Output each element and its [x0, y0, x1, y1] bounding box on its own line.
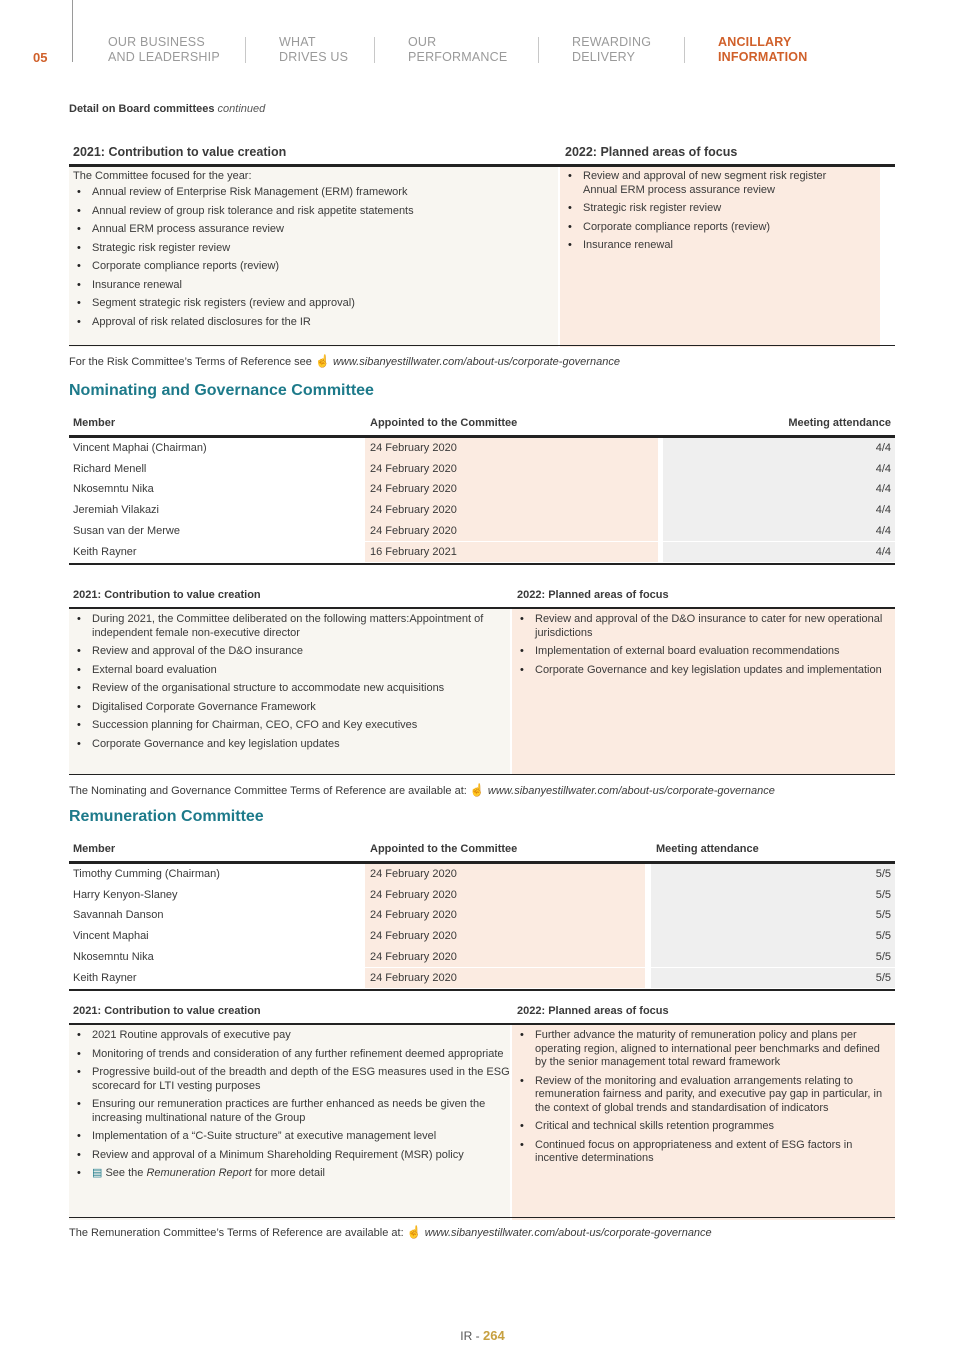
list-item: • Annual ERM process assurance review: [69, 223, 558, 237]
list-item: • Corporate compliance reports (review): [69, 260, 558, 274]
list-item: • ▤ See the Remuneration Report for more detail: [69, 1167, 510, 1181]
list-item: • Corporate compliance reports (review): [560, 221, 855, 235]
nav-separator: [374, 37, 375, 63]
bottom-rule: [69, 345, 895, 346]
column-header: Member: [73, 843, 116, 855]
list-item: • Segment strategic risk registers (review and approval): [69, 297, 558, 311]
list-item: • Implementation of external board evaluation recommendations: [512, 645, 885, 659]
remuneration-report-link[interactable]: Remuneration Report: [146, 1167, 252, 1179]
list-item: • Strategic risk register review: [69, 242, 558, 256]
list-item: • Digitalised Corporate Governance Framework: [69, 701, 510, 715]
link-icon: ☝: [406, 1225, 422, 1239]
risk-terms-reference: For the Risk Committee’s Terms of Reference see ☝ www.sibanyestillwater.com/about-us/corporate-governance: [69, 354, 620, 368]
nominating-terms-reference: The Nominating and Governance Committee Terms of Reference are available at: ☝ www.sibanyestillwater.com/about-us/corporate-governance: [69, 783, 775, 797]
list-item: • Critical and technical skills retention programmes: [512, 1120, 885, 1134]
table-row: Timothy Cumming (Chairman) 24 February 2020 5/5: [69, 864, 895, 885]
risk-left-header: 2021: Contribution to value creation: [73, 145, 287, 159]
risk-intro: The Committee focused for the year:: [73, 170, 252, 182]
list-item: • Annual review of group risk tolerance and risk appetite statements: [69, 205, 558, 219]
remuneration-members-table: [69, 843, 895, 991]
risk-left-column: [69, 167, 558, 347]
link-icon: ☝: [469, 783, 485, 797]
nominating-contribution-box: [69, 589, 895, 776]
remuneration-left-column: [69, 1025, 510, 1220]
table-row: Keith Rayner 16 February 2021 4/4: [69, 542, 895, 563]
risk-contribution-box: [69, 145, 895, 347]
page-footer: IR - 264: [460, 1328, 505, 1343]
list-item: • Review of the organisational structure to accommodate new acquisitions: [69, 682, 510, 696]
page-header: [0, 0, 965, 80]
list-item: • Continued focus on appropriateness and extent of ESG factors in incentive determinations: [512, 1139, 885, 1166]
list-item: • Review and approval of the D&O insurance: [69, 645, 510, 659]
remuneration-left-header: 2021: Contribution to value creation: [73, 1005, 261, 1017]
list-item: • Review and approval of the D&O insurance to cater for new operational jurisdictions: [512, 613, 885, 640]
list-item: • 2021 Routine approvals of executive pay: [69, 1029, 510, 1043]
list-item: • During 2021, the Committee deliberated on the following matters:Appointment of independent female non-executive director: [69, 613, 510, 640]
risk-right-header: 2022: Planned areas of focus: [565, 145, 738, 159]
section-note: Detail on Board committees continued: [69, 103, 266, 115]
table-row: Vincent Maphai 24 February 2020 5/5: [69, 926, 895, 947]
list-item: • Further advance the maturity of remuneration policy and plans per operating region, aligned to international peer benchmarks and defined by the senior management total reward framework: [512, 1029, 885, 1070]
nominating-left-column: [69, 609, 510, 775]
list-item: • Insurance renewal: [69, 279, 558, 293]
list-item: • Corporate Governance and key legislation updates and implementation: [512, 664, 885, 678]
list-item: • Implementation of a “C-Suite structure” at executive management level: [69, 1130, 510, 1144]
list-item: • Review and approval of new segment risk register Annual ERM process assurance review: [560, 170, 855, 197]
risk-terms-link[interactable]: www.sibanyestillwater.com/about-us/corporate-governance: [332, 356, 620, 368]
column-header: Appointed to the Committee: [370, 417, 518, 429]
remuneration-contribution-box: [69, 1005, 895, 1219]
column-header: Member: [73, 417, 116, 429]
nominating-right-header: 2022: Planned areas of focus: [517, 589, 669, 601]
bottom-rule: [69, 563, 895, 565]
table-row: Susan van der Merwe 24 February 2020 4/4: [69, 521, 895, 542]
risk-right-column: [560, 167, 880, 347]
remuneration-right-column: [512, 1025, 895, 1220]
nominating-terms-link[interactable]: www.sibanyestillwater.com/about-us/corporate-governance: [487, 785, 775, 797]
nav-our-performance[interactable]: OUR PERFORMANCE: [408, 35, 508, 64]
table-row: Harry Kenyon-Slaney 24 February 2020 5/5: [69, 885, 895, 906]
column-header: Meeting attendance: [656, 843, 759, 855]
list-item: • Review and approval of a Minimum Shareholding Requirement (MSR) policy: [69, 1149, 510, 1163]
bottom-rule: [69, 774, 895, 775]
nominating-right-column: [512, 609, 895, 775]
table-row: Nkosemntu Nika 24 February 2020 5/5: [69, 947, 895, 968]
section-number: 05: [33, 50, 48, 65]
list-item: • Annual review of Enterprise Risk Management (ERM) framework: [69, 186, 558, 200]
list-item: • Approval of risk related disclosures for the IR: [69, 316, 558, 330]
column-header: Meeting attendance: [788, 417, 891, 429]
table-row: Jeremiah Vilakazi 24 February 2020 4/4: [69, 500, 895, 521]
nav-our-business[interactable]: OUR BUSINESS AND LEADERSHIP: [108, 35, 220, 64]
link-icon: ☝: [314, 354, 330, 368]
list-item: • Ensuring our remuneration practices are further enhanced as needs be given the increasing multinational nature of the Group: [69, 1098, 510, 1125]
page-number: 264: [482, 1328, 505, 1343]
nav-separator: [684, 37, 685, 63]
list-item: • Corporate Governance and key legislation updates: [69, 738, 510, 752]
list-item: • Succession planning for Chairman, CEO, CFO and Key executives: [69, 719, 510, 733]
remuneration-right-header: 2022: Planned areas of focus: [517, 1005, 669, 1017]
nav-ancillary-information[interactable]: ANCILLARY INFORMATION: [718, 35, 808, 64]
table-row: Nkosemntu Nika 24 February 2020 4/4: [69, 479, 895, 500]
nominating-left-header: 2021: Contribution to value creation: [73, 589, 261, 601]
remuneration-title: Remuneration Committee: [69, 808, 264, 825]
list-item: • External board evaluation: [69, 664, 510, 678]
table-row: Savannah Danson 24 February 2020 5/5: [69, 905, 895, 926]
nominating-title: Nominating and Governance Committee: [69, 382, 374, 399]
nominating-members-table: [69, 417, 895, 565]
document-icon: ▤: [92, 1167, 103, 1179]
bottom-rule: [69, 989, 895, 991]
remuneration-terms-reference: The Remuneration Committee’s Terms of Reference are available at: ☝ www.sibanyestillwater.com/about-us/corporate-governance: [69, 1225, 712, 1239]
list-item: • Progressive build-out of the breadth and depth of the ESG measures used in the ESG scorecard for LTI vesting purposes: [69, 1066, 510, 1093]
list-item: • Review of the monitoring and evaluation arrangements relating to remuneration fairness and parity, and executive pay gap in particular, in the context of global trends and standardisation of indicators: [512, 1075, 885, 1116]
header-divider: [72, 0, 73, 62]
column-header: Appointed to the Committee: [370, 843, 518, 855]
list-item: • Strategic risk register review: [560, 202, 855, 216]
table-row: Vincent Maphai (Chairman) 24 February 2020 4/4: [69, 438, 895, 459]
remuneration-terms-link[interactable]: www.sibanyestillwater.com/about-us/corporate-governance: [424, 1227, 712, 1239]
nav-rewarding-delivery[interactable]: REWARDING DELIVERY: [572, 35, 652, 64]
table-row: Keith Rayner 24 February 2020 5/5: [69, 968, 895, 989]
nav-separator: [538, 37, 539, 63]
nav-what-drives-us[interactable]: WHAT DRIVES US: [279, 35, 349, 64]
list-item: • Insurance renewal: [560, 239, 855, 253]
table-row: Richard Menell 24 February 2020 4/4: [69, 459, 895, 480]
list-item: • Monitoring of trends and consideration of any further refinement deemed appropriate: [69, 1048, 510, 1062]
nav-separator: [245, 37, 246, 63]
bottom-rule: [69, 1217, 895, 1218]
